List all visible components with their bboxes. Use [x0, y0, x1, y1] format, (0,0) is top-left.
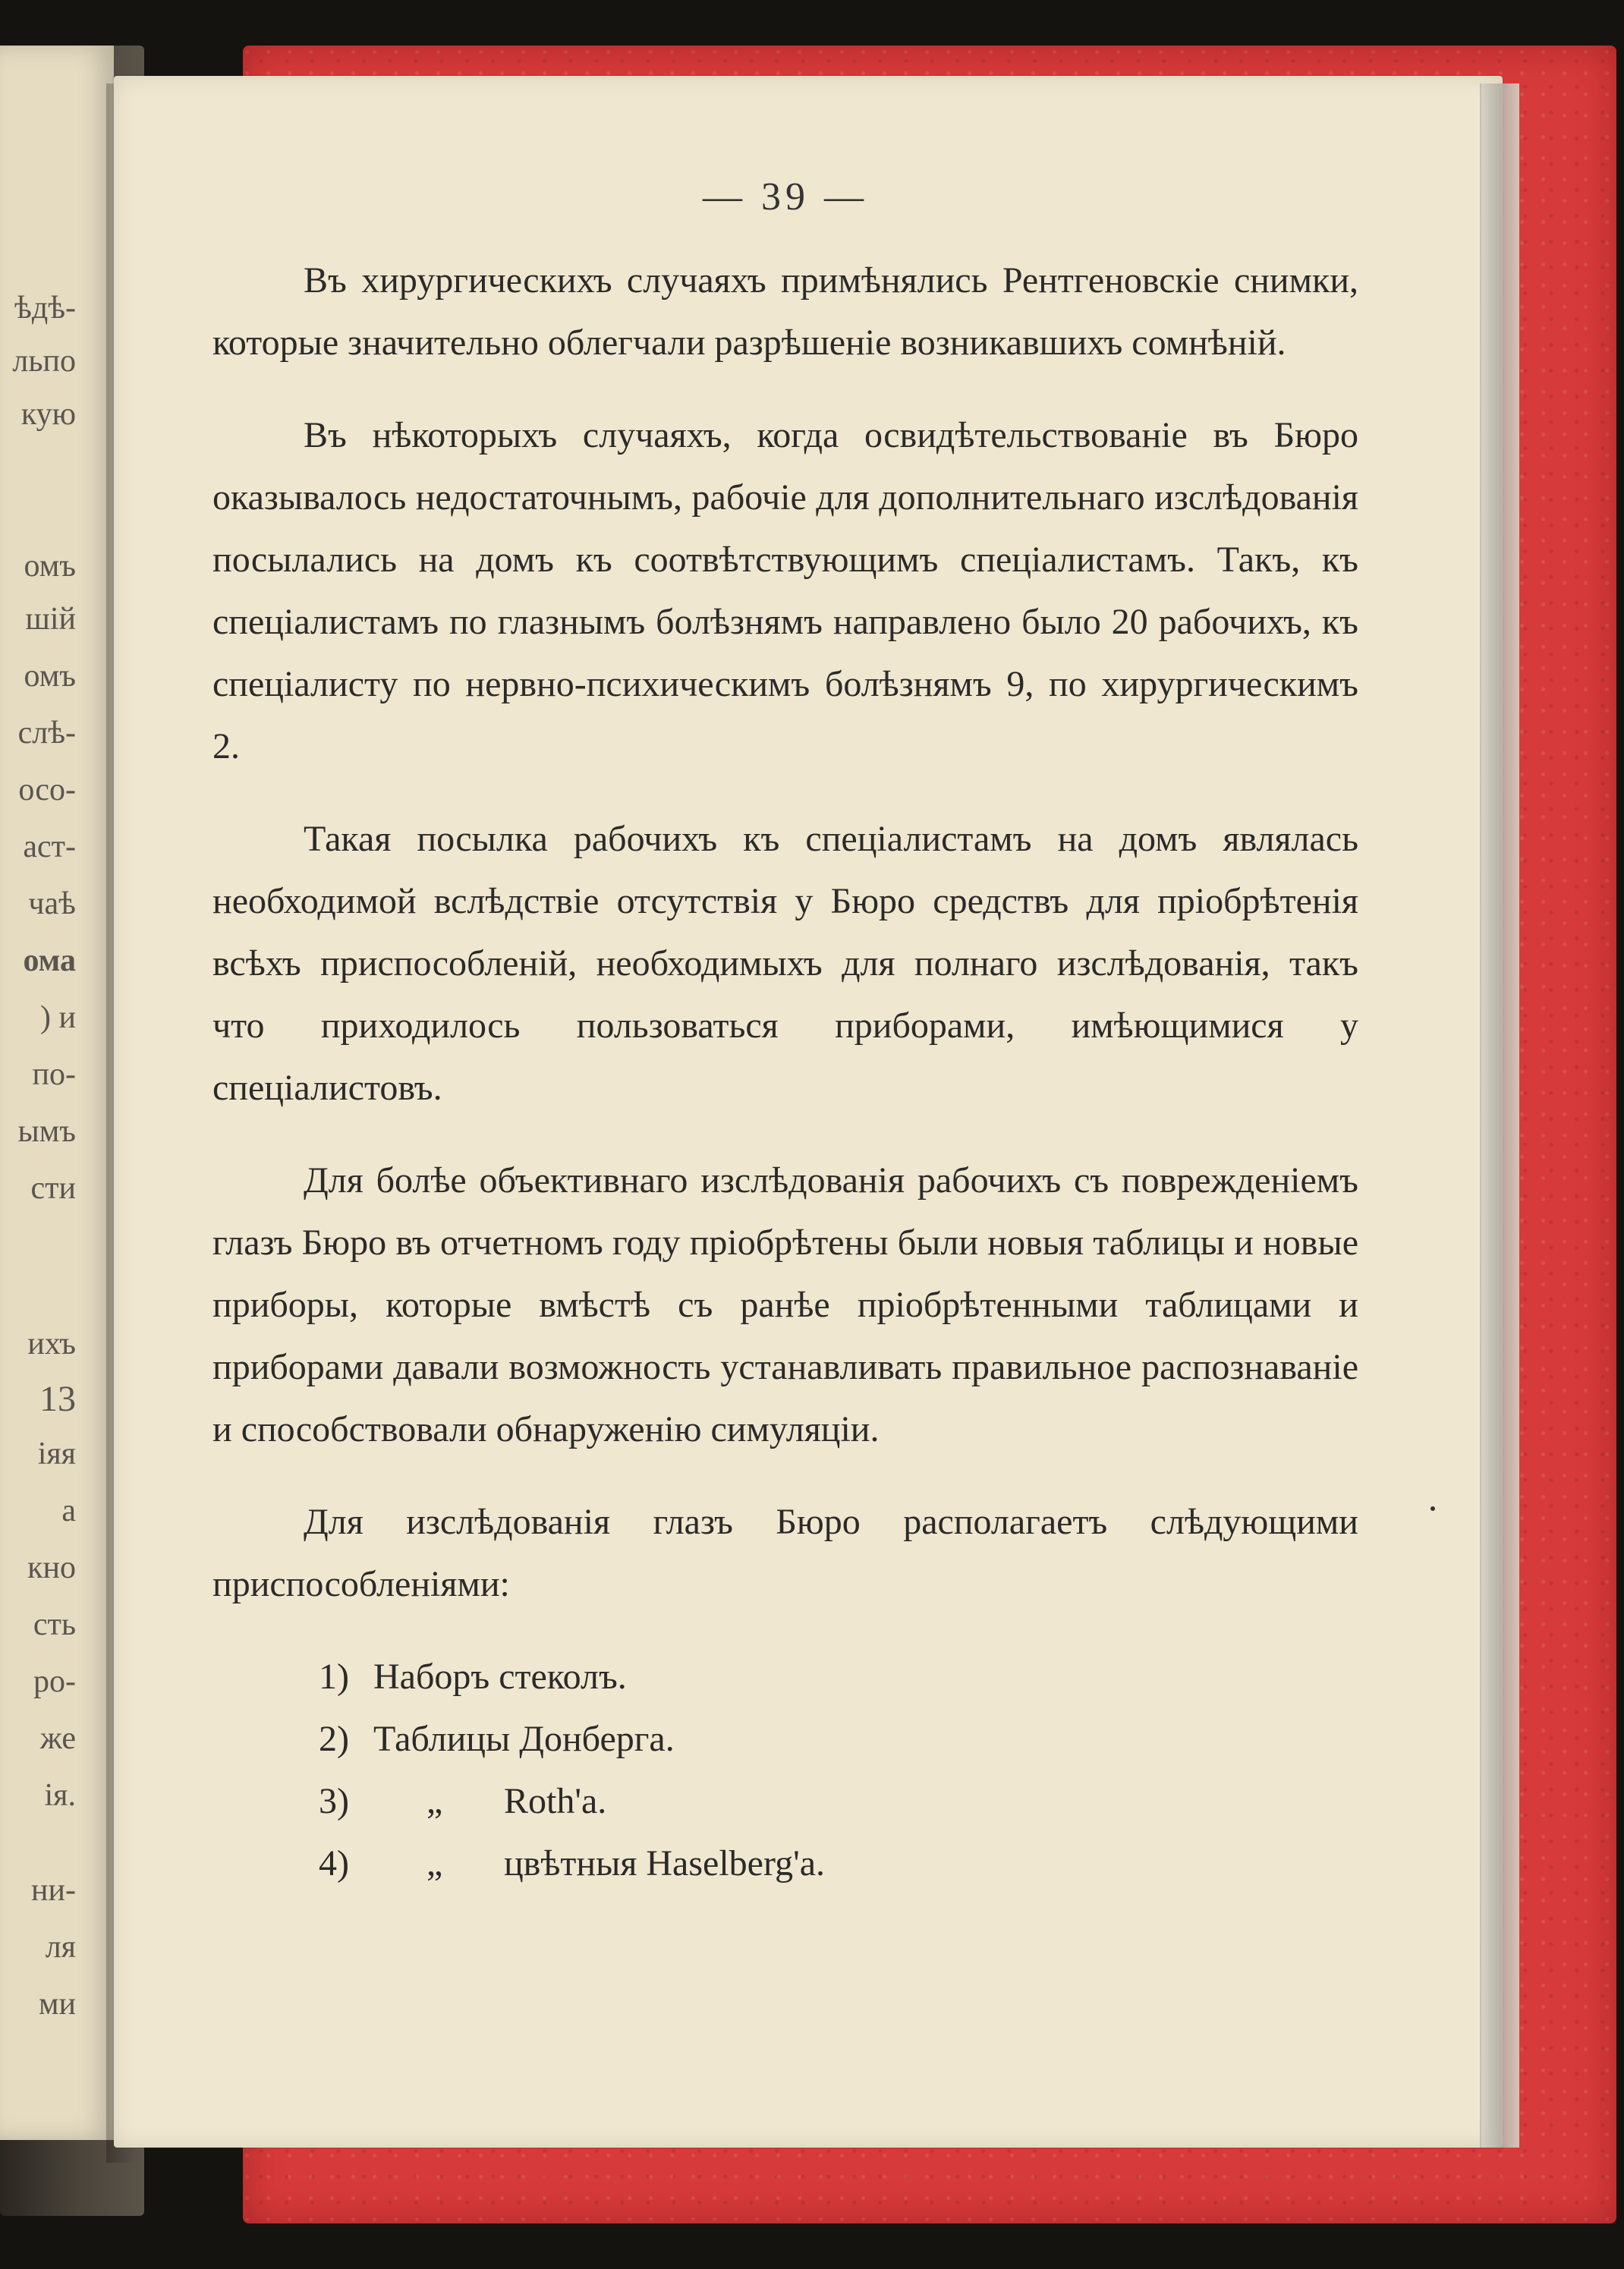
- list-text: Наборъ стеколъ.: [373, 1657, 627, 1697]
- paragraph-3: Такая посылка рабочихъ къ спеціалистамъ на домъ являлась необходимой вслѣдствіе отсутствія у Бюро средствъ для пріобрѣтенія всѣхъ приспособленій, необходимыхъ для полнаго изслѣдованія, такъ что приходилось пользоваться приборами, имѣющимися у спеціалистовъ.: [212, 819, 1358, 1108]
- left-fragment: аст-: [23, 829, 76, 864]
- page-edge: [1480, 83, 1519, 2148]
- left-fragment: же: [39, 1721, 76, 1756]
- left-fragment: льпо: [12, 344, 76, 379]
- left-fragment: ѣдѣ-: [14, 291, 76, 326]
- left-fragment: 13: [39, 1379, 76, 1419]
- left-fragment: ома: [23, 943, 76, 978]
- left-fragment: а: [61, 1493, 76, 1528]
- left-fragment: ія.: [44, 1778, 76, 1813]
- left-fragment: ни-: [31, 1873, 76, 1908]
- left-fragment: сти: [30, 1171, 76, 1206]
- left-fragment: ихъ: [27, 1326, 76, 1361]
- list-number: 3): [319, 1781, 349, 1821]
- left-fragment: іяя: [37, 1437, 76, 1471]
- left-page-text-fragments: [0, 46, 114, 2140]
- list-number: 4): [319, 1843, 349, 1883]
- list-item: [212, 1708, 1358, 1770]
- list-item: [212, 1833, 1358, 1895]
- list-number: 2): [319, 1719, 349, 1759]
- paragraph-1: Въ хирургическихъ случаяхъ примѣнялись Рентгеновскіе снимки, которые значительно облегчали разрѣшеніе возникавшихъ сомнѣній.: [212, 260, 1358, 363]
- left-fragment: ми: [38, 1987, 76, 2022]
- page-content: [212, 175, 1358, 1895]
- left-fragment: шій: [25, 602, 76, 637]
- paragraph-5: Для изслѣдованія глазъ Бюро располагаетъ слѣдующими приспособленіями:: [212, 1502, 1358, 1604]
- left-fragment: осо-: [18, 773, 76, 807]
- paragraph-4: Для болѣе объективнаго изслѣдованія рабочихъ съ поврежденіемъ глазъ Бюро въ отчетномъ году пріобрѣтены были новыя таблицы и новые приборы, которые вмѣстѣ съ ранѣе пріобрѣтенными таблицами и приборами давали возможность устанавливать правильное распознаваніе и способствовали обнаруженію симуляціи.: [212, 1160, 1358, 1449]
- list-number: 1): [319, 1657, 349, 1697]
- paragraph-2: Въ нѣкоторыхъ случаяхъ, когда освидѣтельствованіе въ Бюро оказывалось недостаточнымъ, рабочіе для дополнительнаго изслѣдованія посылались на домъ къ соотвѣтствующимъ спеціалистамъ. Такъ, къ спеціалистамъ по глазнымъ болѣзнямъ направлено было 20 рабочихъ, къ спеціалисту по нервно-психическимъ болѣзнямъ 9, по хирургическимъ 2.: [212, 415, 1358, 766]
- left-fragment: слѣ-: [17, 716, 76, 751]
- list-item: [212, 1646, 1358, 1708]
- left-fragment: ) и: [40, 1000, 76, 1035]
- left-page: [0, 46, 114, 2140]
- ditto-mark: „: [426, 1843, 443, 1883]
- list-text: Таблицы Донберга.: [373, 1719, 675, 1759]
- equipment-list: [212, 1646, 1358, 1895]
- left-fragment: кую: [20, 397, 76, 432]
- ditto-mark: „: [426, 1781, 443, 1821]
- left-fragment: ля: [45, 1930, 76, 1965]
- list-item: [212, 1770, 1358, 1833]
- left-fragment: чаѣ: [28, 886, 76, 921]
- left-fragment: омъ: [24, 659, 76, 694]
- left-fragment: ымъ: [17, 1114, 76, 1149]
- list-text: цвѣтныя Haselberg'a.: [503, 1843, 826, 1883]
- print-speck: [1430, 1506, 1435, 1511]
- left-fragment: ро-: [33, 1664, 76, 1699]
- left-fragment: сть: [33, 1607, 76, 1642]
- page-number: — 39 —: [703, 175, 868, 219]
- list-text: Roth'a.: [503, 1781, 607, 1821]
- left-fragment: омъ: [24, 549, 76, 584]
- left-fragment: по-: [32, 1057, 76, 1092]
- left-fragment: кно: [27, 1550, 76, 1585]
